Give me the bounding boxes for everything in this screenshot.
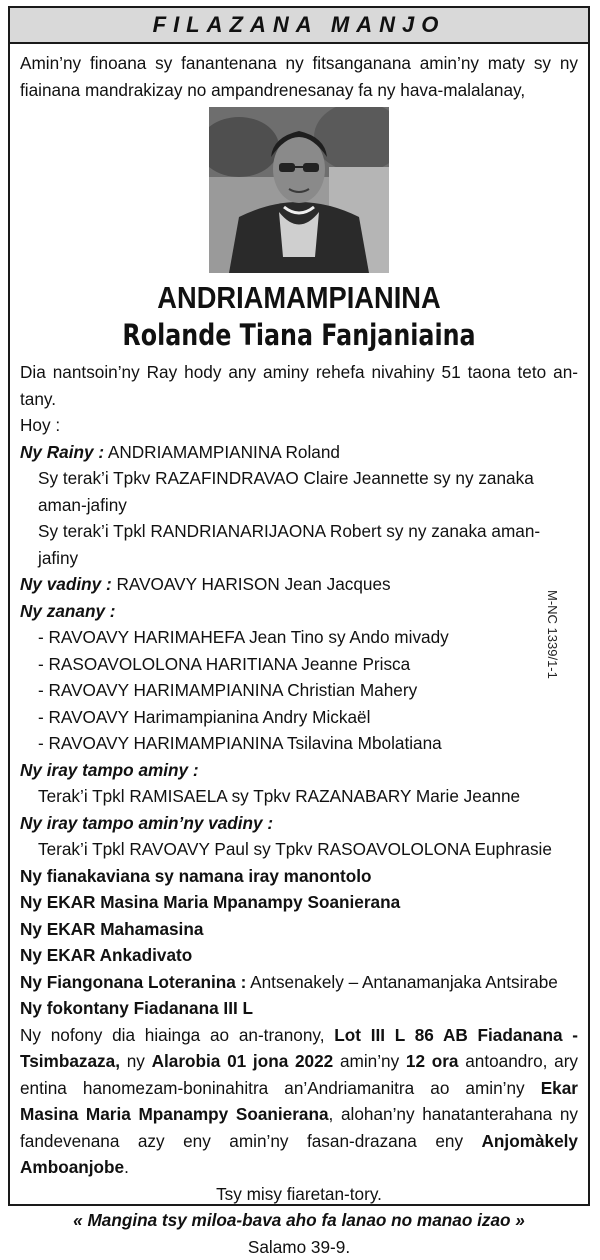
announcement-text: Dia nantsoin’ny Ray hody any aminy rehefa nivahiny 51 taona teto an-tany.: [20, 359, 578, 412]
fokontany-line: Ny fokontany Fiadanana III L: [20, 995, 578, 1022]
deceased-given-names: Rolande Tiana Fanjaniaina: [70, 317, 528, 353]
zanany-label: Ny zanany :: [20, 598, 578, 625]
group-line: Ny EKAR Mahamasina: [20, 916, 578, 943]
rainy-value: ANDRIAMAMPIANINA Roland: [108, 442, 340, 462]
funeral-details: [20, 1022, 578, 1181]
vadiny-value: RAVOAVY HARISON Jean Jacques: [116, 574, 390, 594]
ad-reference-code: M-NC 1339/1-1: [545, 590, 560, 710]
funeral-time: 12 ora: [406, 1051, 459, 1071]
fiangonana-label: Ny Fiangonana Loteranina :: [20, 972, 246, 992]
child-item: - RAVOAVY HARIMAMPIANINA Christian Mahery: [20, 677, 578, 704]
rainy-label: Ny Rainy :: [20, 442, 104, 462]
no-flowers-note: Tsy misy fiaretan-tory.: [20, 1181, 578, 1208]
group-line: Ny EKAR Masina Maria Mpanampy Soanierana: [20, 889, 578, 916]
funeral-date: Alarobia 01 jona 2022: [152, 1051, 334, 1071]
group-line: Ny fianakaviana sy namana iray manontolo: [20, 863, 578, 890]
rainy-detail-1: Sy terak’i Tpkv RAZAFINDRAVAO Claire Jeannette sy ny zanaka aman-jafiny: [20, 465, 578, 518]
group-line: Ny EKAR Ankadivato: [20, 942, 578, 969]
funeral-burial-place: Anjomàkely Amboanjobe: [20, 1131, 578, 1178]
tampo-vadiny-label: Ny iray tampo amin’ny vadiny :: [20, 810, 578, 837]
intro-text: Amin’ny finoana sy fanantenana ny fitsanganana amin’ny maty sy ny fiainana mandrakizay no ampandrenesanay fa ny hava-malalanay,: [20, 50, 578, 103]
child-item: - RAVOAVY Harimampianina Andry Mickaël: [20, 704, 578, 731]
child-item: - RAVOAVY HARIMAMPIANINA Tsilavina Mbolatiana: [20, 730, 578, 757]
portrait-photo: [209, 107, 389, 273]
obituary-body: [10, 44, 588, 1260]
tampo-aminy-label: Ny iray tampo aminy :: [20, 757, 578, 784]
fiangonana-line: [20, 969, 578, 996]
funeral-text: amin’ny: [333, 1051, 406, 1071]
fiangonana-value: Antsenakely – Antanamanjaka Antsirabe: [250, 972, 558, 992]
funeral-text: antoandro, ary entina hanomezam-boninahitra an’Andriamanitra ao amin’ny: [20, 1051, 578, 1098]
tampo-aminy-value: Terak’i Tpkl RAMISAELA sy Tpkv RAZANABARY Marie Jeanne: [20, 783, 578, 810]
bible-quote: « Mangina tsy miloa-bava aho fa lanao no manao izao »: [20, 1207, 578, 1234]
funeral-text: ny: [120, 1051, 152, 1071]
funeral-church: Ekar Masina Maria Mpanampy Soanierana: [20, 1078, 578, 1125]
funeral-text: Ny nofony dia hiainga ao an-tranony,: [20, 1025, 334, 1045]
vadiny-label: Ny vadiny :: [20, 574, 112, 594]
child-item: - RAVOAVY HARIMAHEFA Jean Tino sy Ando mivady: [20, 624, 578, 651]
obituary-frame: [8, 6, 590, 1206]
psalm-reference: Salamo 39-9.: [20, 1234, 578, 1260]
deceased-surname: ANDRIAMAMPIANINA: [53, 279, 544, 317]
rainy-detail-2: Sy terak’i Tpkl RANDRIANARIJAONA Robert sy ny zanaka aman-jafiny: [20, 518, 578, 571]
photo-container: [20, 107, 578, 273]
header-title: FILAZANA MANJO: [10, 8, 588, 44]
funeral-text: .: [124, 1157, 129, 1177]
vadiny-line: [20, 571, 578, 598]
hoy-label: Hoy :: [20, 412, 578, 439]
tampo-vadiny-value: Terak’i Tpkl RAVOAVY Paul sy Tpkv RASOAVOLOLONA Euphrasie: [20, 836, 578, 863]
rainy-line: [20, 439, 578, 466]
funeral-text: , alohan’ny hanatanterahana ny fandevenana azy eny amin’ny fasan-drazana eny: [20, 1104, 578, 1151]
child-item: - RASOAVOLOLONA HARITIANA Jeanne Prisca: [20, 651, 578, 678]
funeral-address: Lot III L 86 AB Fiadanana - Tsimbazaza,: [20, 1025, 578, 1072]
